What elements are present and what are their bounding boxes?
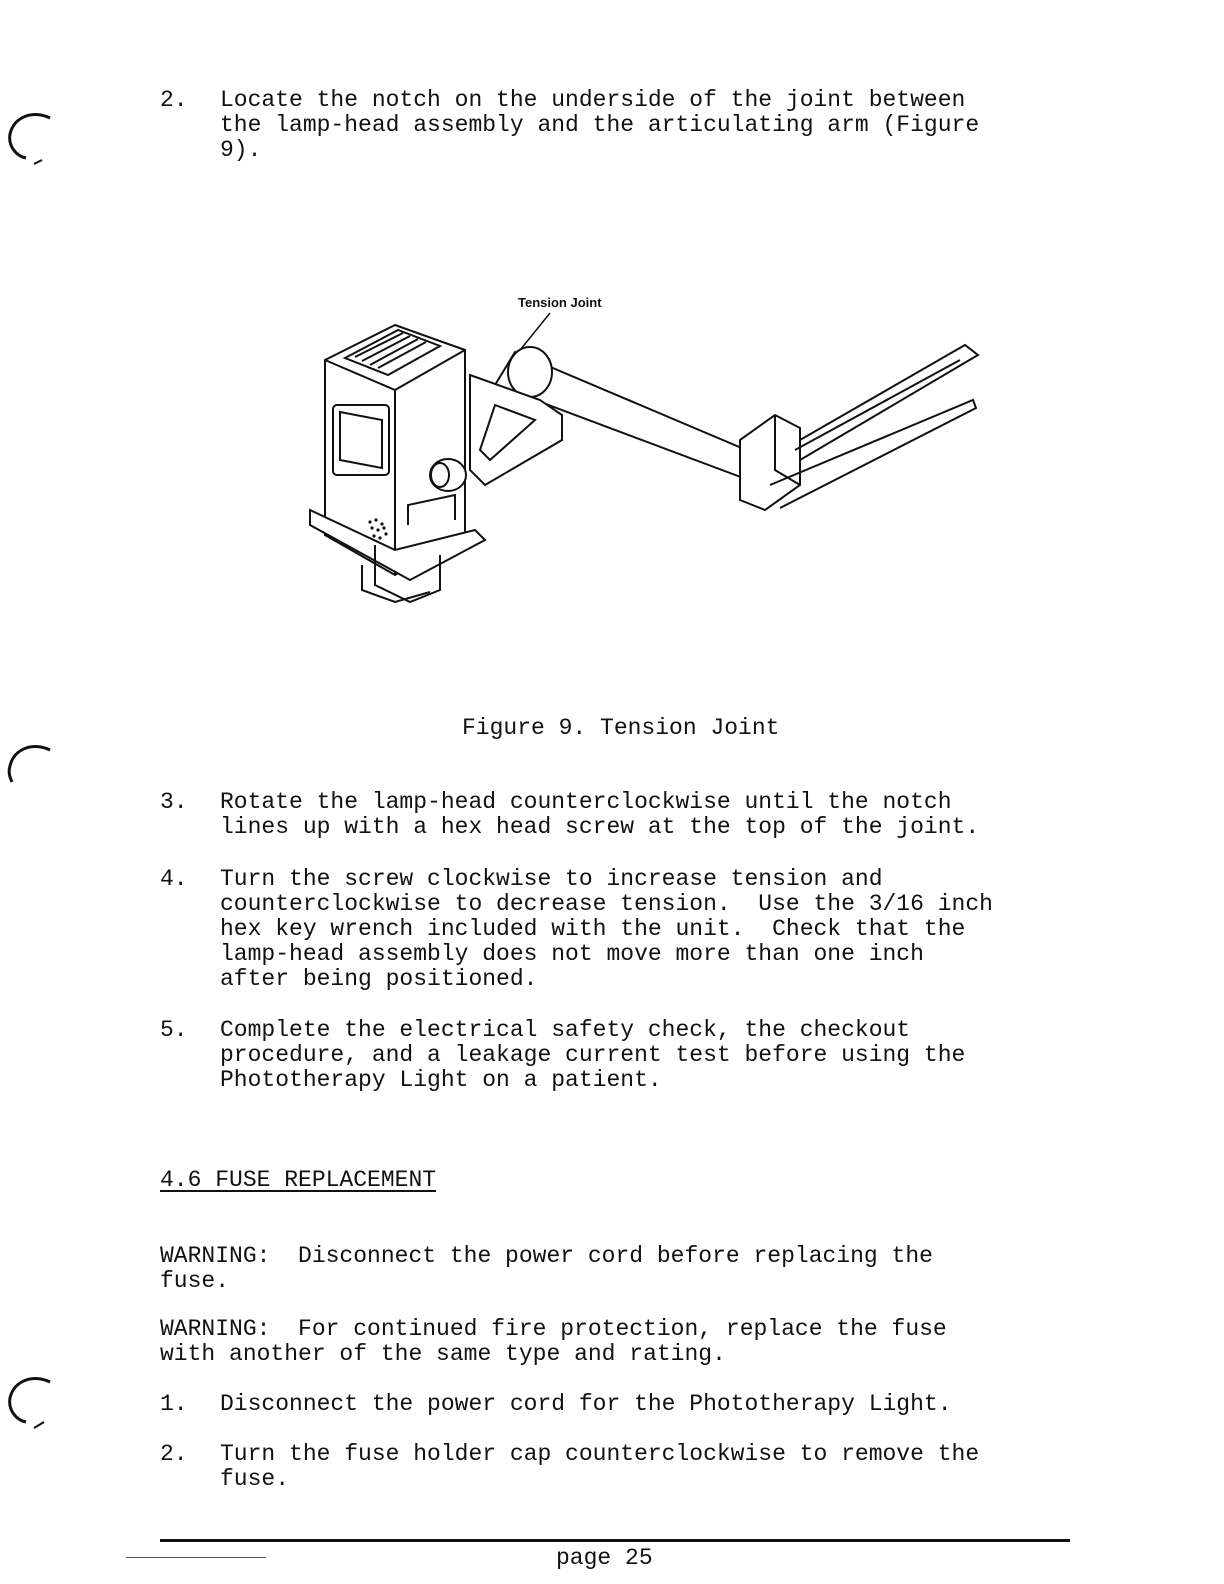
- binder-hole-mark-bottom: [4, 1372, 54, 1432]
- binder-hole-mark-top: [4, 108, 54, 168]
- step-text: Locate the notch on the underside of the joint between the lamp-head assembly and the articulating arm (Figure 9).: [220, 87, 980, 163]
- step-number: 5.: [160, 1017, 188, 1043]
- figure-caption: Figure 9. Tension Joint: [462, 715, 780, 741]
- step-number: 4.: [160, 866, 188, 892]
- step-number: 3.: [160, 789, 188, 815]
- figure-9-illustration: [300, 310, 990, 610]
- warning-disconnect: WARNING: Disconnect the power cord before replacing the fuse.: [160, 1243, 933, 1294]
- section-heading: 4.6 FUSE REPLACEMENT: [160, 1167, 437, 1193]
- footer-link-rule: [126, 1557, 266, 1558]
- step-number: 2.: [160, 87, 188, 113]
- footer-rule: [160, 1539, 1070, 1542]
- step-text: Complete the electrical safety check, the checkout procedure, and a leakage current test before using the Phototherapy Light on a patient.: [220, 1017, 966, 1093]
- binder-hole-mark-middle: [4, 740, 54, 790]
- step-text: Turn the fuse holder cap counterclockwise to remove the fuse.: [220, 1441, 980, 1492]
- step-number: 2.: [160, 1441, 188, 1467]
- step-text: Rotate the lamp-head counterclockwise until the notch lines up with a hex head screw at the top of the joint.: [220, 789, 980, 840]
- step-text: Disconnect the power cord for the Phototherapy Light.: [220, 1391, 952, 1417]
- figure-callout-label: Tension Joint: [518, 295, 602, 310]
- step-number: 1.: [160, 1391, 188, 1417]
- page-number: page 25: [556, 1545, 653, 1571]
- step-text: Turn the screw clockwise to increase tension and counterclockwise to decrease tension. Use the 3/16 inch hex key wrench included with the unit. Check that the lamp-head assembly does not move more than one inch after being positioned.: [220, 866, 993, 992]
- warning-fire-protection: WARNING: For continued fire protection, replace the fuse with another of the same type and rating.: [160, 1316, 947, 1367]
